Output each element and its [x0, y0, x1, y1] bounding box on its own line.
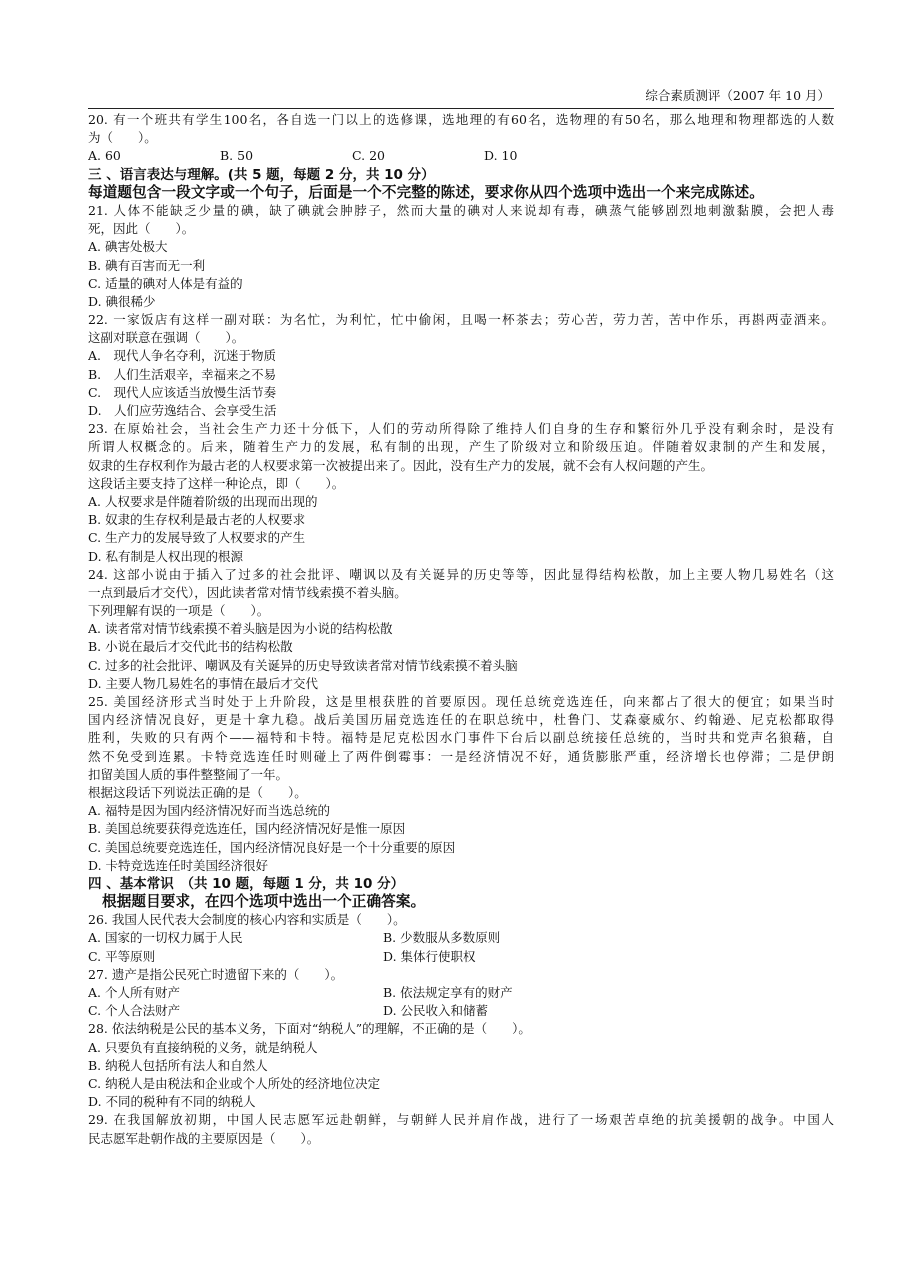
q29-text: 29. 在我国解放初期，中国人民志愿军远赴朝鲜，与朝鲜人民并肩作战，进行了一场艰苦卓绝的抗美援朝的战争。中国人 [88, 1112, 834, 1128]
q25-question: 根据这段话下列说法正确的是（ ）。 [88, 784, 307, 800]
q22-text: 22. 一家饭店有这样一副对联：为名忙，为利忙，忙中偷闲，且喝一杯茶去；劳心苦，劳力苦，苦中作乐，再斟两壶酒来。 [88, 312, 834, 328]
q24-option-b: B. 小说在最后才交代此书的结构松散 [88, 639, 293, 655]
q24-option-c: C. 过多的社会批评、嘲讽及有关诞异的历史导致读者常对情节线索摸不着头脑 [88, 657, 518, 673]
q22-option-c: C. 现代人应该适当放慢生活节奏 [88, 384, 277, 400]
q26-option-a: A. 国家的一切权力属于人民 [88, 930, 243, 946]
q25-option-a: A. 福特是因为国内经济情况好而当选总统的 [88, 803, 330, 819]
q28-option-d: D. 不同的税种有不同的纳税人 [88, 1094, 256, 1110]
q22-option-d: D. 人们应劳逸结合、会享受生活 [88, 403, 277, 418]
q22-option-b: B. 人们生活艰辛，幸福来之不易 [88, 366, 277, 382]
exam-content [88, 111, 834, 1148]
q27-options-row-1 [88, 984, 834, 1002]
q23-option-a: A. 人权要求是伴随着阶级的出现而出现的 [88, 493, 318, 509]
q26-options-row-2 [88, 948, 834, 966]
header-rule [88, 108, 834, 109]
q27-text: 27. 遗产是指公民死亡时遗留下来的（ ）。 [88, 966, 344, 982]
q24-question: 下列理解有误的一项是（ ）。 [88, 603, 270, 619]
q26-text: 26. 我国人民代表大会制度的核心内容和实质是（ ）。 [88, 912, 406, 928]
q20-option-b: B. 50 [220, 148, 254, 164]
q25-text-cont: 扣留美国人质的事件整整闹了一年。 [88, 766, 289, 782]
q21-text-cont: 死，因此（ ）。 [88, 221, 195, 237]
q21-option-d: D. 碘很稀少 [88, 293, 156, 309]
section-4-instruction: 根据题目要求，在四个选项中选出一个正确答案。 [102, 893, 426, 911]
q20-option-d: D. 10 [484, 148, 518, 164]
q22-text-cont: 这副对联意在强调（ ）。 [88, 330, 245, 346]
section-4-title: 四 、基本常识 （共 10 题，每题 1 分，共 10 分） [88, 875, 405, 892]
q20-text-cont: 为（ ）。 [88, 130, 157, 146]
q25-text: 25. 美国经济形式当时处于上升阶段，这是里根获胜的首要原因。现任总统竞选连任，向来都占了很大的便宜；如果当时 [88, 694, 834, 709]
q23-text-cont: 奴隶的生存权利作为最古老的人权要求第一次被提出来了。因此，没有生产力的发展，就不会有人权问题的产生。 [88, 457, 714, 473]
q25-text-cont: 国内经济情况良好，更是十拿九稳。战后美国历届竞选连任的在职总统中，杜鲁门、艾森豪威尔、约翰逊、尼克松都取得 [88, 712, 834, 728]
page-header: 综合素质测评（2007 年 10 月） [645, 88, 830, 103]
q27-options-row-2 [88, 1002, 834, 1020]
q27-option-b: B. 依法规定享有的财产 [383, 985, 513, 1000]
q28-option-a: A. 只要负有直接纳税的义务，就是纳税人 [88, 1039, 318, 1055]
q20-option-c: C. 20 [352, 148, 385, 164]
q23-question: 这段话主要支持了这样一种论点，即（ ）。 [88, 475, 345, 491]
q25-text-cont: 胜利，失败的只有两个——福特和卡特。福特是尼克松因水门事件下台后以副总统接任总统的，当时共和党声名狼藉，自 [88, 730, 834, 746]
q28-option-b: B. 纳税人包括所有法人和自然人 [88, 1057, 268, 1073]
q20-option-a: A. 60 [88, 148, 121, 164]
section-3-instruction: 每道题包含一段文字或一个句子，后面是一个不完整的陈述，要求你从四个选项中选出一个来完成陈述。 [88, 183, 764, 201]
section-3-title: 三 、语言表达与理解。(共 5 题，每题 2 分，共 10 分） [88, 166, 435, 183]
q25-text-cont: 然不免受到连累。卡特竞选连任时则碰上了两件倒霉事：一是经济情况不好，通货膨胀严重，经济增长也停滞；二是伊朗 [88, 748, 834, 764]
q27-option-c: C. 个人合法财产 [88, 1003, 181, 1019]
q26-option-b: B. 少数服从多数原则 [383, 930, 501, 946]
q23-option-d: D. 私有制是人权出现的根源 [88, 548, 244, 564]
q27-option-d: D. 公民收入和储蓄 [383, 1003, 489, 1019]
q23-text: 23. 在原始社会，当社会生产力还十分低下，人们的劳动所得除了维持人们自身的生存和繁衍外几乎没有剩余时，是没有 [88, 421, 834, 437]
q25-option-b: B. 美国总统要获得竞选连任，国内经济情况好是惟一原因 [88, 821, 406, 837]
q29-text-cont: 民志愿军赴朝作战的主要原因是（ ）。 [88, 1130, 320, 1146]
q24-text: 24. 这部小说由于插入了过多的社会批评、嘲讽以及有关诞异的历史等等，因此显得结构松散，加上主要人物几易姓名（这 [88, 566, 834, 582]
q22-option-a: A. 现代人争名夺利，沉迷于物质 [88, 348, 277, 364]
q26-option-c: C. 平等原则 [88, 948, 156, 964]
q23-text-cont: 所谓人权概念的。后来，随着生产力的发展，私有制的出现，产生了阶级对立和阶级压迫。伴随着奴隶制的产生和发展， [88, 439, 834, 455]
q20-text: 20. 有一个班共有学生100名，各自选一门以上的选修课，选地理的有60名，选物理的有50名，那么地理和物理都选的人数 [88, 112, 834, 127]
q21-option-a: A. 碘害处极大 [88, 239, 168, 255]
q21-option-b: B. 碘有百害而无一利 [88, 257, 206, 273]
q21-option-c: C. 适量的碘对人体是有益的 [88, 275, 243, 291]
q25-option-d: D. 卡特竞选连任时美国经济很好 [88, 857, 269, 873]
q23-option-c: C. 生产力的发展导致了人权要求的产生 [88, 530, 306, 546]
q24-option-d: D. 主要人物几易姓名的事情在最后才交代 [88, 675, 319, 691]
q26-options-row-1 [88, 929, 834, 947]
q28-option-c: C. 纳税人是由税法和企业或个人所处的经济地位决定 [88, 1075, 381, 1091]
q28-text: 28. 依法纳税是公民的基本义务，下面对“纳税人”的理解，不正确的是（ ）。 [88, 1021, 531, 1037]
q23-option-b: B. 奴隶的生存权利是最古老的人权要求 [88, 512, 306, 528]
q27-option-a: A. 个人所有财产 [88, 985, 180, 1000]
q20-options [88, 147, 834, 165]
q24-option-a: A. 读者常对情节线索摸不着头脑是因为小说的结构松散 [88, 621, 393, 637]
q25-option-c: C. 美国总统要竞选连任，国内经济情况良好是一个十分重要的原因 [88, 839, 456, 855]
q24-text-cont: 一点到最后才交代），因此读者常对情节线索摸不着头脑。 [88, 584, 407, 600]
q26-option-d: D. 集体行使职权 [383, 948, 476, 964]
q21-text: 21. 人体不能缺乏少量的碘，缺了碘就会肿脖子，然而大量的碘对人来说却有毒，碘蒸气能够剧烈地刺激黏膜，会把人毒 [88, 202, 834, 218]
